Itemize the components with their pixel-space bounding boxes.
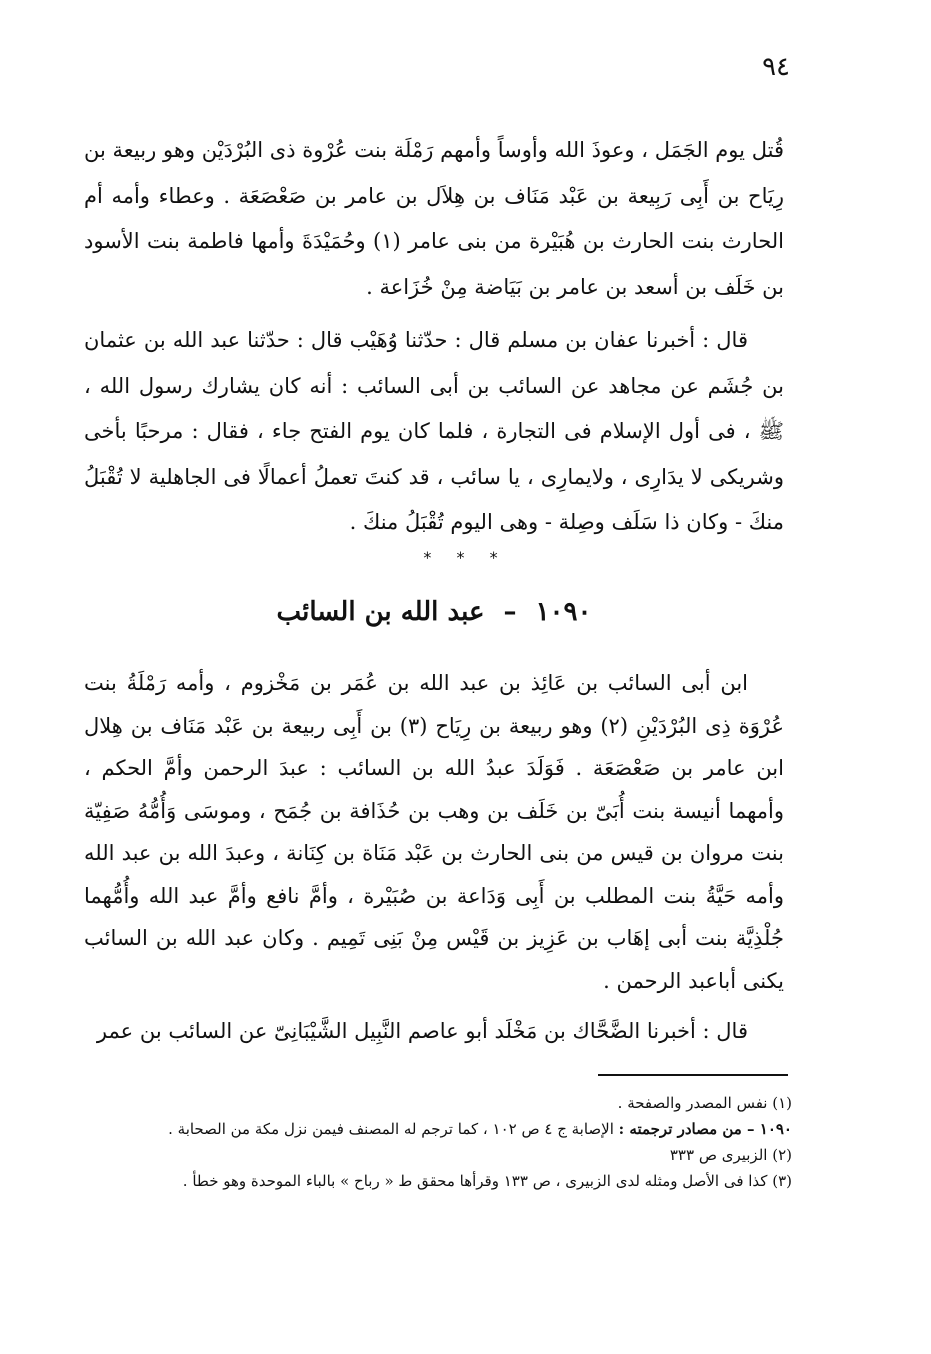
footnote-1: (١) نفس المصدر والصفحة . [617,1094,792,1112]
footnote-2: (٢) الزبيرى ص ٣٣٣ [669,1146,792,1164]
footnote-divider [598,1074,788,1076]
footnote-entry-sources [92,1116,792,1142]
footnotes [92,1090,792,1194]
footnote-entry-label: ١٠٩٠ – من مصادر ترجمته : [618,1120,792,1138]
entry-name: عبد الله بن السائب [276,597,485,627]
footnote-3: (٣) كذا فى الأصل ومثله لدى الزبيرى ، ص ١٣٣ وقرأها محقق ط « رباح » بالباء الموحدة وهو خطأ . [182,1172,792,1190]
footnote-entry-text: الإصابة ج ٤ ص ١٠٢ ، كما ترجم له المصنف فيمن نزل مكة من الصحابة . [168,1120,619,1138]
paragraph-lineage: ابن أبى السائب بن عَائِذ بن عبد الله بن عُمَر بن مَخْزوم ، وأمه رَمْلَةُ بنت عُرْوَة ذِى البُرْدَيْنِ (٢) وهو ربيعة بن رِيَاح (٣) بن أَبِى ربيعة بن عَبْد مَنَاف بن هِلال ابن عامر بن صَعْصَعَة . فَوَلَدَ عبدُ الله بن السائب : عبدَ الرحمن وأمَّ الحكم ، وأمهما أنيسة بنت أُبَىّ بن خَلَف بن وهب بن حُذَافة بن جُمَح ، وموسَى وَأُمُّهُ صَفِيّة بنت مروان بن قيس من بنى الحارث بن عَبْد مَنَاة بن كِنَانة ، وعبدَ الله بن عبد الله وأمه حَيَّةُ بنت المطلب بن أَبِى وَدَاعة بن صُبَيْرة ، وأمَّ نافع وأمَّ عبد الله وأُمُّهما جُلْذِيَّة بنت أبى إهَاب بن عَزِيز بن قَيْس مِنْ بَنِى تَمِيم . وكان عبد الله بن السائب يكنى أباعبد الرحمن . [84,671,785,993]
entry-number: ١٠٩٠ [535,597,592,627]
entry-heading [84,597,784,627]
paragraph-narration: قال : أخبرنا الضَّحَّاك بن مَخْلَد أبو عاصم النَّبِيل الشَّيْبَانِىّ عن السائب بن عمر [96,1019,748,1043]
paragraph-hadith: قال : أخبرنا عفان بن مسلم قال : حدّثنا وُهَيْب قال : حدّثنا عبد الله بن عثمان بن جُشَم عن مجاهد عن السائب بن أبى السائب : أنه كان يشارك رسول الله ، ﷺ ، فى أول الإسلام فى التجارة ، فلما كان يوم الفتح جاء ، فقال : مرحبًا بأخى وشريكى لا يدَارِى ، ولايمارِى ، يا سائب ، قد كنتَ تعملُ أعمالًا فى الجاهلية لا تُقْبَلُ منكَ - وكان ذا سَلَف وصِلة - وهى اليوم تُقْبَلُ منكَ . [84,328,784,534]
entry-dash: – [503,597,517,627]
section-continuation [84,128,784,546]
entry-body [84,662,784,1053]
section-separator: * * * [423,548,508,567]
page-number: ٩٤ [762,52,790,82]
paragraph-genealogy: قُتل يوم الجَمَل ، وعوذَ الله وأوساً وأمهم رَمْلَة بنت عُرْوة ذى البُرْدَيْن وهو ربيعة بن رِيَاح بن أَبِى رَبِيعة بن عَبْد مَنَاف بن هِلاَل بن عامر بن صَعْصَعَة . وعطاء وأمه أم الحارث بنت الحارث بن هُبَيْرة من بنى عامر (١) وحُمَيْدَةَ وأمها فاطمة بنت الأسود بن خَلَف بن أسعد بن عامر بن بَيَاضة مِنْ خُزَاعة . [84,138,784,299]
